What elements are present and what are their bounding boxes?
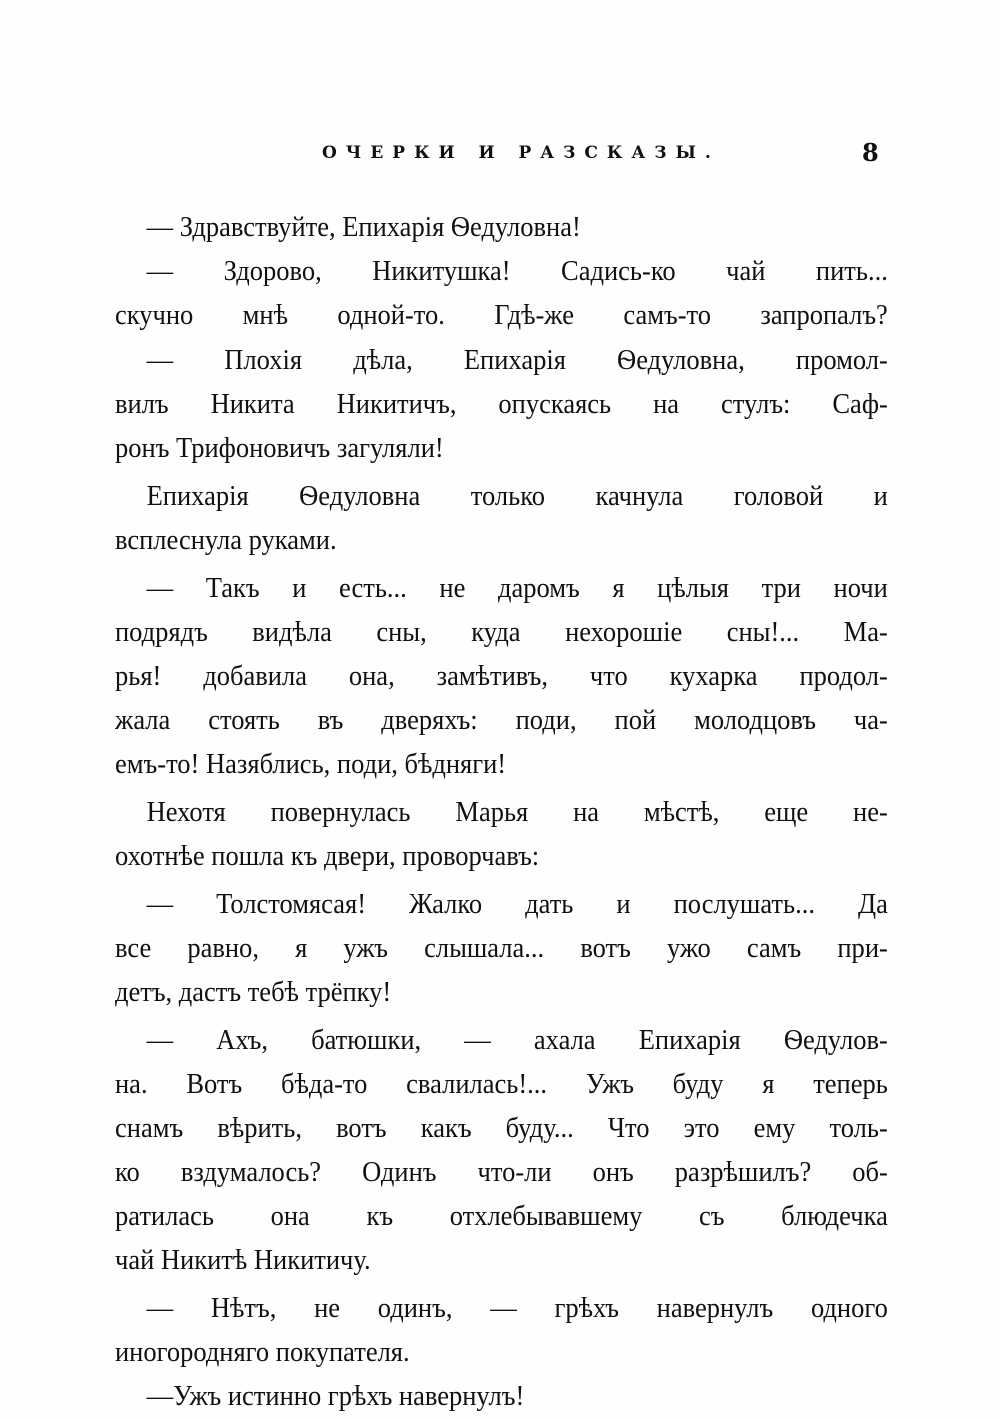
text-line: — Здравствуйте, Епихарія Ѳедуловна! [146,212,581,243]
text-line: все равно, я ужъ слышала... вотъ ужо самъ при- [115,933,888,964]
page-number: 8 [862,138,879,167]
text-line: Епихарія Ѳедуловна только качнула головой и [146,481,888,512]
text-line: емъ-то! Назяблись, поди, бѣдняги! [115,749,507,780]
text-line: снамъ вѣрить, вотъ какъ буду... Что это ему толь- [115,1113,888,1144]
text-line: вилъ Никита Никитичъ, опускаясь на стулъ: Саф- [115,389,888,420]
text-line: подрядъ видѣла сны, куда нехорошіе сны!... Ма- [115,617,888,648]
text-line: ко вздумалось? Одинъ что-ли онъ разрѣшилъ? об- [115,1157,888,1188]
text-line: —Ужъ истинно грѣхъ навернулъ! [146,1381,525,1412]
text-line: — Плохія дѣла, Епихарія Ѳедуловна, промол- [146,345,888,376]
text-line: детъ, дастъ тебѣ трёпку! [115,977,392,1008]
text-line: жала стоять въ дверяхъ: поди, пой молодцовъ ча- [115,705,888,736]
text-line: — Такъ и есть... не даромъ я цѣлыя три ночи [146,573,888,604]
text-line: скучно мнѣ одной-то. Гдѣ-же самъ-то запропалъ? [115,300,888,331]
text-line: охотнѣе пошла къ двери, проворчавъ: [115,841,540,872]
text-line: — Нѣтъ, не одинъ, — грѣхъ навернулъ одного [146,1293,888,1324]
running-title: ОЧЕРКИ И РАЗСКАЗЫ. [322,143,720,163]
text-line: всплеснула руками. [115,525,337,556]
text-line: чай Никитѣ Никитичу. [115,1245,371,1276]
text-line: на. Вотъ бѣда-то свалилась!... Ужъ буду я теперь [115,1069,888,1100]
text-line: — Здорово, Никитушка! Садись-ко чай пить... [146,256,888,287]
text-line: ронъ Трифоновичъ загуляли! [115,433,444,464]
text-line: Нехотя повернулась Марья на мѣстѣ, еще не- [146,797,888,828]
text-line: — Ахъ, батюшки, — ахала Епихарія Ѳедулов- [146,1025,888,1056]
text-line: иногородняго покупателя. [115,1337,410,1368]
text-line: ратилась она къ отхлебывавшему съ блюдечка [115,1201,888,1232]
text-line: — Толстомясая! Жалко дать и послушать... Да [146,889,888,920]
text-line: рья! добавила она, замѣтивъ, что кухарка продол- [115,661,888,692]
